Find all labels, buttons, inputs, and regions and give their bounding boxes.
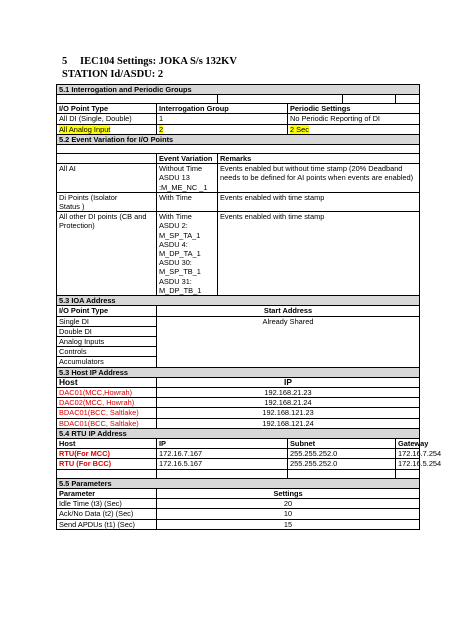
header-row — [57, 104, 420, 114]
ip-cell: 192.168.21.24 — [157, 398, 420, 408]
periodic-cell: No Periodic Reporting of DI — [288, 114, 420, 124]
col-header: Gateway — [396, 439, 420, 449]
point-type-cell: Accumulators — [57, 357, 157, 367]
host-cell: RTU(For MCC) — [57, 449, 157, 459]
col-header: Periodic Settings — [288, 104, 420, 114]
table-row — [57, 124, 420, 134]
setting-cell: 20 — [157, 499, 420, 509]
table-row — [57, 114, 420, 124]
highlighted-text: 2 Sec — [290, 124, 309, 134]
table-row — [57, 164, 420, 193]
col-header: Host — [57, 377, 157, 387]
subnet-cell: 255.255.252.0 — [288, 459, 396, 469]
col-header: Remarks — [218, 154, 420, 164]
start-address-cell: Already Shared — [157, 316, 420, 367]
section-title: 5.3 Host IP Address — [57, 367, 420, 377]
table-row — [57, 509, 420, 519]
table-row — [57, 316, 420, 326]
table-row — [57, 408, 420, 418]
section-number: 5 — [62, 56, 68, 67]
col-header: I/O Point Type — [57, 104, 157, 114]
section-row — [57, 478, 420, 488]
blank-cell — [288, 469, 396, 478]
section-title: 5.2 Event Variation for I/O Points — [57, 134, 420, 144]
col-header: Parameter — [57, 488, 157, 498]
point-type-cell: Controls — [57, 347, 157, 357]
parameter-cell: Send APDUs (t1) (Sec) — [57, 519, 157, 529]
setting-cell: 15 — [157, 519, 420, 529]
event-variation-cell: Without Time ASDU 13 :M_ME_NC _1 — [157, 164, 218, 193]
parameter-cell: Idle Time (t3) (Sec) — [57, 499, 157, 509]
table-row — [57, 449, 420, 459]
col-header: Subnet — [288, 439, 396, 449]
ip-cell: 192.168.121.24 — [157, 418, 420, 428]
table-row — [57, 499, 420, 509]
point-type-cell: Double DI — [57, 326, 157, 336]
gateway-cell: 172.16.5.254 — [396, 459, 420, 469]
header-row — [57, 306, 420, 316]
ip-cell: 192.168.121.23 — [157, 408, 420, 418]
col-header: Host — [57, 439, 157, 449]
table-row — [57, 192, 420, 211]
point-type-cell: Analog Inputs — [57, 337, 157, 347]
section-row — [57, 296, 420, 306]
blank-cell — [396, 95, 420, 104]
blank-cell — [157, 469, 288, 478]
point-type-cell: Single DI — [57, 316, 157, 326]
point-type-cell: All other DI points (CB and Protection) — [57, 212, 157, 296]
col-header: I/O Point Type — [57, 306, 157, 316]
header-row — [57, 154, 420, 164]
header-row — [57, 439, 420, 449]
section-row — [57, 367, 420, 377]
blank-row — [57, 145, 420, 154]
section-row — [57, 85, 420, 95]
blank-cell — [343, 95, 396, 104]
blank-row — [57, 469, 420, 478]
blank-cell — [57, 145, 420, 154]
section-row — [57, 134, 420, 144]
col-header: Event Variation — [157, 154, 218, 164]
table-row — [57, 398, 420, 408]
remarks-cell: Events enabled with time stamp — [218, 212, 420, 296]
event-variation-cell: With Time — [157, 192, 218, 211]
header-row — [57, 488, 420, 498]
ip-cell: 172.16.5.167 — [157, 459, 288, 469]
col-header: Interrogation Group — [157, 104, 288, 114]
host-cell: DAC01(MCC,Howrah) — [57, 388, 157, 398]
heading-station: STATION Id/ASDU: 2 — [62, 69, 164, 80]
remarks-cell: Events enabled but without time stamp (20% Deadband needs to be defined for AI points when events are enabled) — [218, 164, 420, 193]
host-cell: RTU (For BCC) — [57, 459, 157, 469]
header-row — [57, 377, 420, 387]
point-type-cell: All AI — [57, 164, 157, 193]
highlighted-text: 2 — [159, 124, 164, 134]
col-header: Settings — [157, 488, 420, 498]
section-title: 5.3 IOA Address — [57, 296, 420, 306]
blank-cell — [57, 154, 157, 164]
group-cell: 1 — [157, 114, 288, 124]
subnet-cell: 255.255.252.0 — [288, 449, 396, 459]
blank-row — [57, 95, 420, 104]
section-title: 5.1 Interrogation and Periodic Groups — [57, 85, 420, 95]
highlighted-text: All Analog Input — [59, 124, 111, 134]
blank-cell — [57, 469, 157, 478]
settings-table — [56, 84, 442, 530]
group-cell — [157, 124, 288, 134]
heading-title: IEC104 Settings: JOKA S/s 132KV — [80, 56, 237, 67]
table-row — [57, 459, 420, 469]
blank-cell — [396, 469, 420, 478]
host-cell: DAC02(MCC, Howrah) — [57, 398, 157, 408]
table-row — [57, 519, 420, 529]
section-row — [57, 428, 420, 438]
remarks-cell: Events enabled with time stamp — [218, 192, 420, 211]
periodic-cell — [288, 124, 420, 134]
section-title: 5.5 Parameters — [57, 478, 420, 488]
table-row — [57, 212, 420, 296]
blank-cell — [57, 95, 218, 104]
ip-cell: 192.168.21.23 — [157, 388, 420, 398]
ip-cell: 172.16.7.167 — [157, 449, 288, 459]
parameter-cell: Ack/No Data (t2) (Sec) — [57, 509, 157, 519]
gateway-cell: 172.16.7.254 — [396, 449, 420, 459]
table-row — [57, 388, 420, 398]
section-heading — [62, 55, 237, 81]
setting-cell: 10 — [157, 509, 420, 519]
event-variation-cell: With Time ASDU 2: M_SP_TA_1 ASDU 4: M_DP_TA_1 ASDU 30: M_SP_TB_1 ASDU 31: M_DP_TB_1 — [157, 212, 218, 296]
col-header: Start Address — [157, 306, 420, 316]
point-type-cell — [57, 124, 157, 134]
table-row — [57, 418, 420, 428]
point-type-cell: All DI (Single, Double) — [57, 114, 157, 124]
section-title: 5.4 RTU IP Address — [57, 428, 420, 438]
col-header: IP — [157, 439, 288, 449]
host-cell: BDAC01(BCC, Saltlake) — [57, 418, 157, 428]
host-cell: BDAC01(BCC, Saltlake) — [57, 408, 157, 418]
blank-cell — [218, 95, 343, 104]
col-header: IP — [157, 377, 420, 387]
point-type-cell: Di Points (Isolator Status ) — [57, 192, 157, 211]
